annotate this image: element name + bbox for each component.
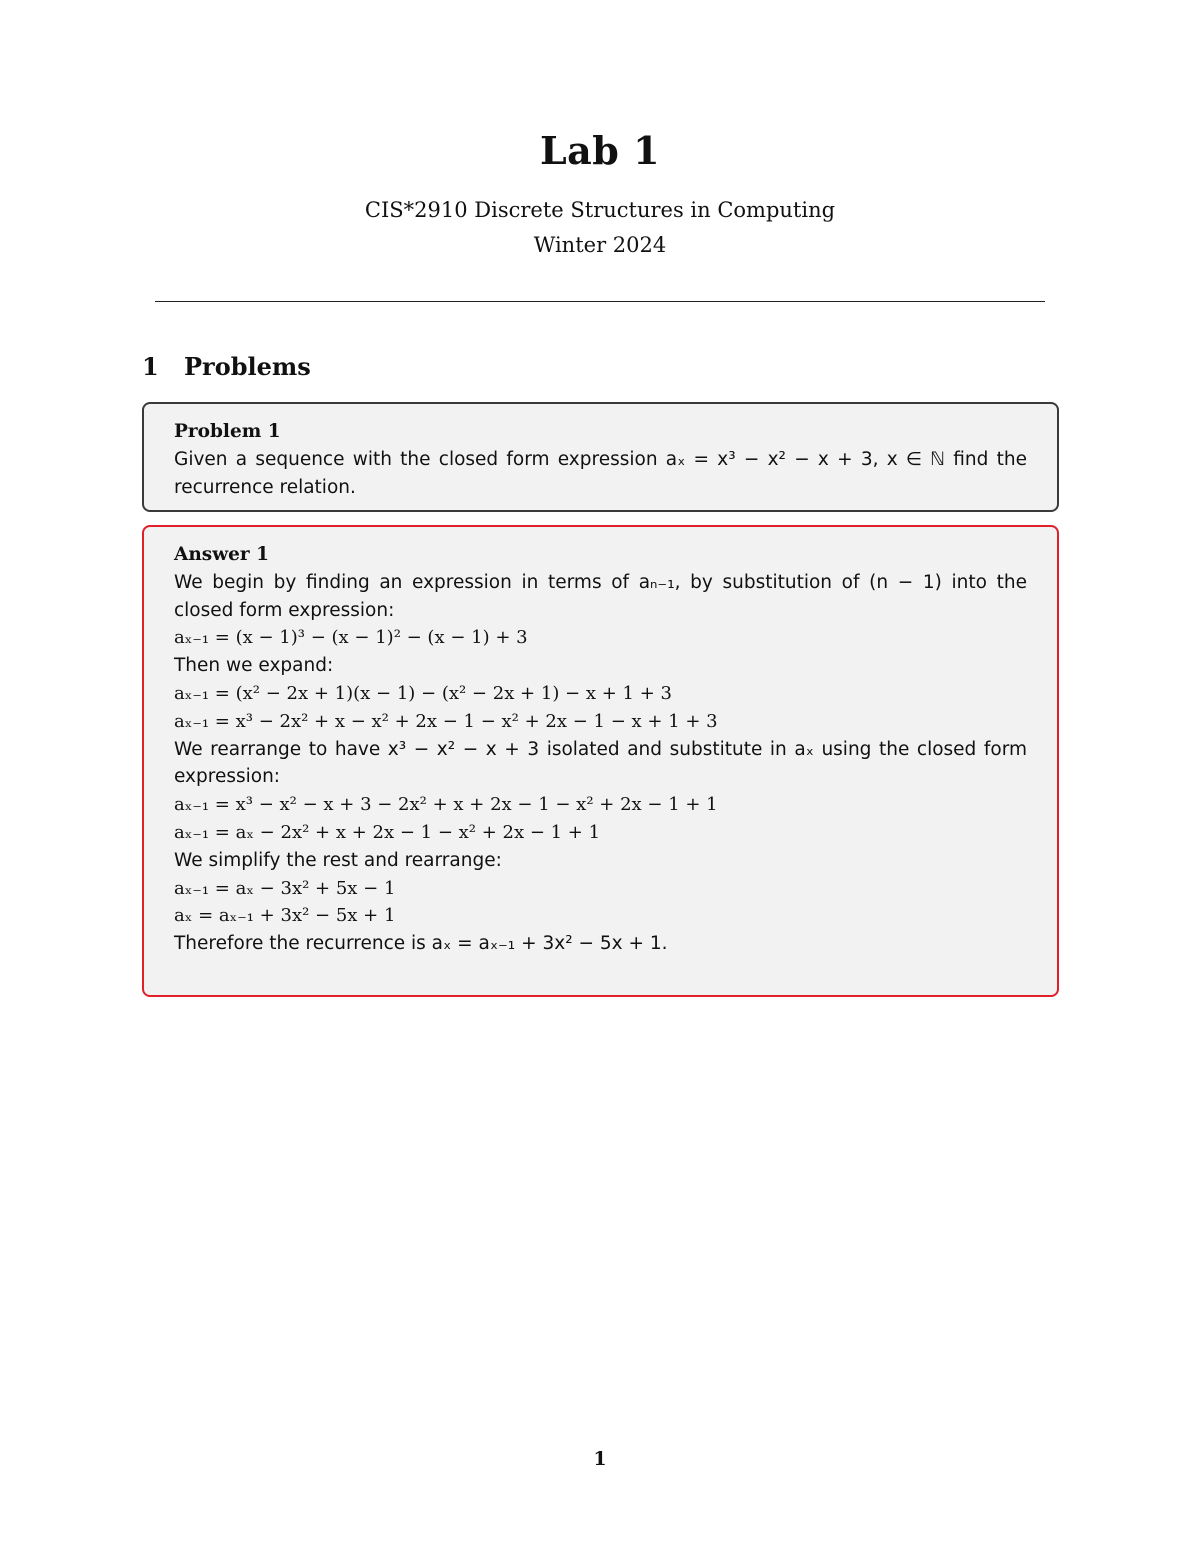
- term: Winter 2024: [533, 233, 667, 257]
- answer-heading: Answer 1: [174, 544, 269, 565]
- equation-4: aₓ₋₁ = x³ − x² − x + 3 − 2x² + x + 2x − 1 − x² + 2x − 1 + 1: [174, 794, 718, 816]
- expand-text: Then we expand:: [174, 655, 334, 677]
- problem-heading: Problem 1: [174, 421, 281, 442]
- title-divider: [155, 301, 1045, 302]
- section-title: Problems: [184, 352, 311, 381]
- course-name: CIS*2910 Discrete Structures in Computing: [364, 198, 836, 222]
- section-number: 1: [142, 352, 159, 381]
- equation-1: aₓ₋₁ = (x − 1)³ − (x − 1)² − (x − 1) + 3: [174, 627, 528, 649]
- equation-5: aₓ₋₁ = aₓ − 2x² + x + 2x − 1 − x² + 2x − 1 + 1: [174, 821, 601, 843]
- page-number: 1: [593, 1448, 607, 1470]
- problem-text: Given a sequence with the closed form expression aₓ = x³ − x² − x + 3, x ∈ ℕ find the recurrence relation.: [174, 448, 1027, 498]
- equation-7: aₓ = aₓ₋₁ + 3x² − 5x + 1: [174, 905, 396, 927]
- answer-box: [142, 525, 1059, 997]
- equation-6: aₓ₋₁ = aₓ − 3x² + 5x − 1: [174, 877, 396, 899]
- section-heading: [142, 352, 311, 381]
- equation-2: aₓ₋₁ = (x² − 2x + 1)(x − 1) − (x² − 2x + 1) − x + 1 + 3: [174, 682, 672, 704]
- problem-box: [142, 402, 1059, 512]
- answer-intro: We begin by finding an expression in terms of aₙ₋₁, by substitution of (n − 1) into the closed form expression:: [174, 571, 1027, 621]
- conclusion-text: Therefore the recurrence is aₓ = aₓ₋₁ + 3x² − 5x + 1.: [174, 933, 668, 955]
- simplify-text: We simplify the rest and rearrange:: [174, 849, 502, 871]
- equation-3: aₓ₋₁ = x³ − 2x² + x − x² + 2x − 1 − x² + 2x − 1 − x + 1 + 3: [174, 710, 718, 732]
- document-title: Lab 1: [539, 128, 661, 173]
- rearrange-text: We rearrange to have x³ − x² − x + 3 isolated and substitute in aₓ using the closed form expression:: [174, 738, 1027, 788]
